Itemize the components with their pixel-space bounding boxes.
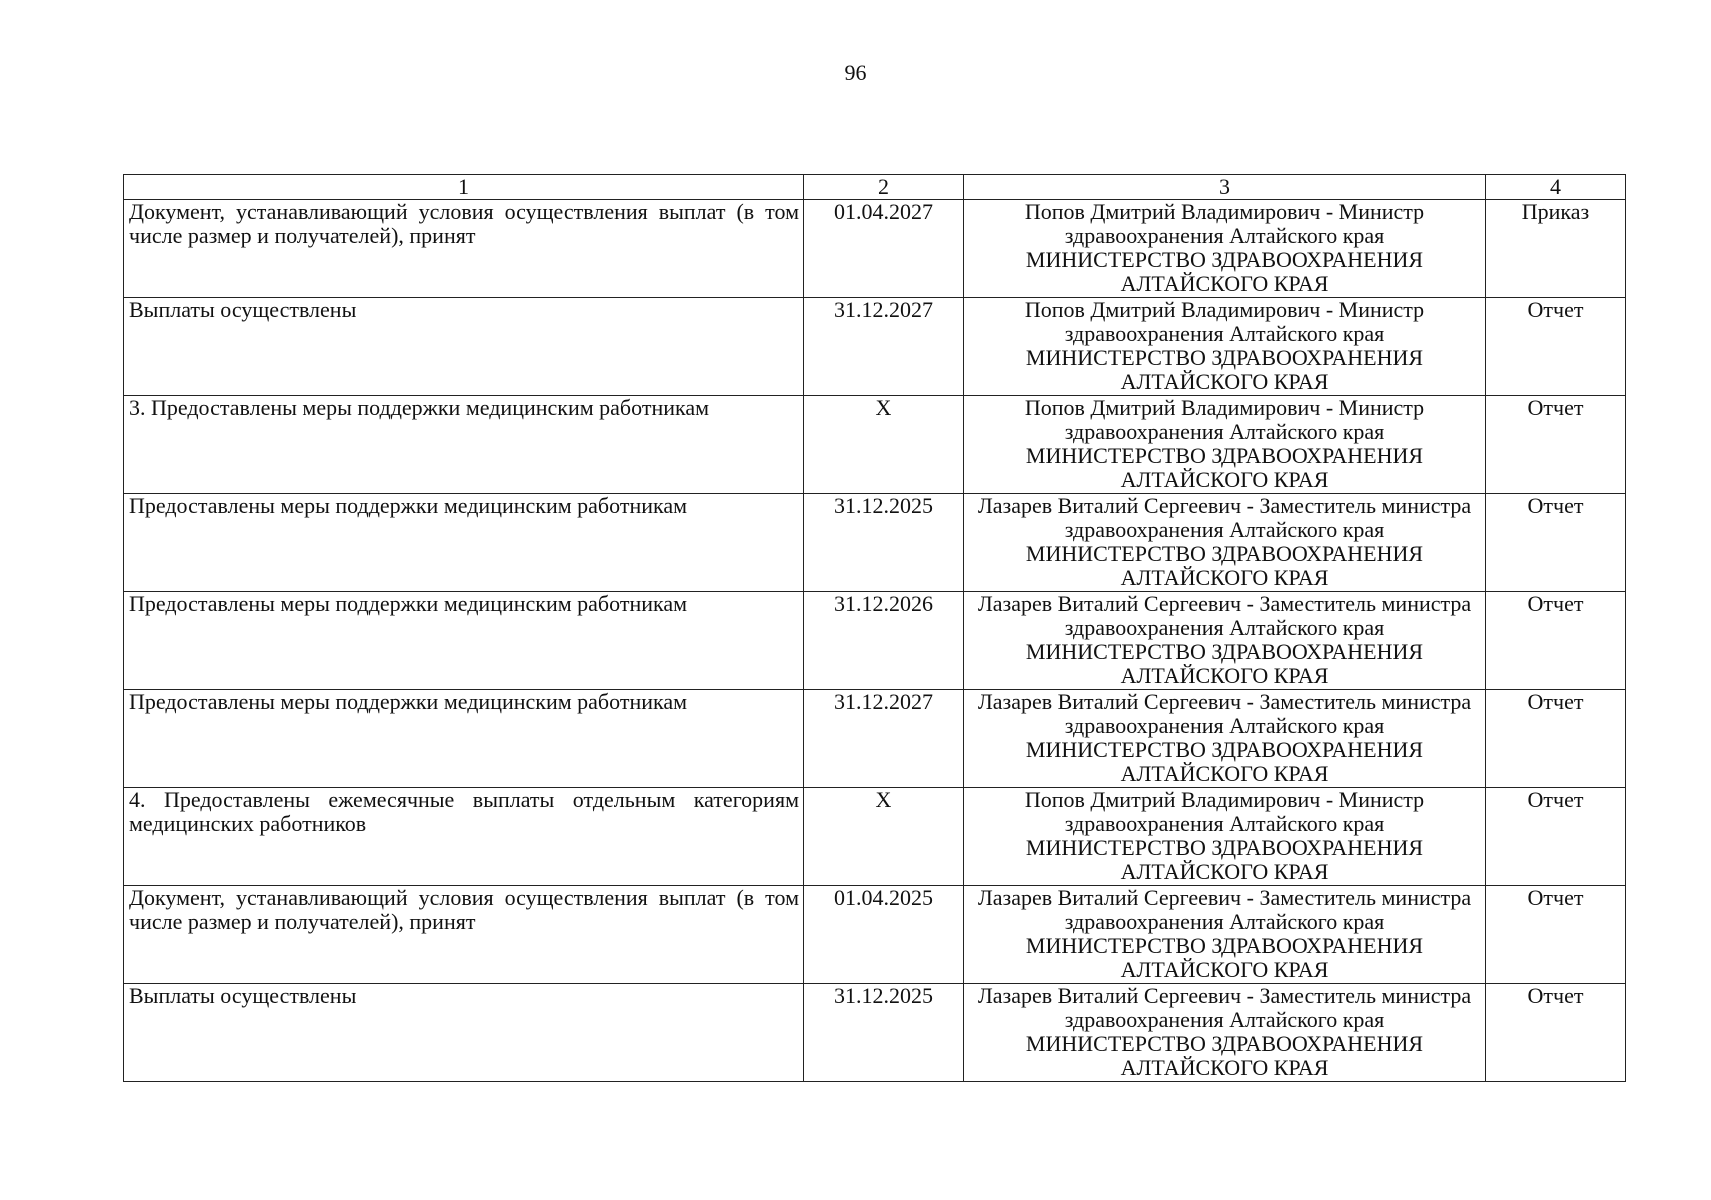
date-cell: 31.12.2026	[804, 592, 964, 690]
column-header-1: 1	[124, 175, 804, 200]
table-row	[124, 690, 1626, 788]
table-row	[124, 592, 1626, 690]
table-row	[124, 788, 1626, 886]
event-cell: Предоставлены меры поддержки медицинским работникам	[124, 592, 804, 690]
date-cell: 31.12.2025	[804, 494, 964, 592]
event-cell: 3. Предоставлены меры поддержки медицинским работникам	[124, 396, 804, 494]
date-cell: X	[804, 396, 964, 494]
table-header-row	[124, 175, 1626, 200]
date-cell: 31.12.2025	[804, 984, 964, 1082]
event-cell: Предоставлены меры поддержки медицинским работникам	[124, 494, 804, 592]
event-cell: Выплаты осуществлены	[124, 984, 804, 1082]
responsible-person: Лазарев Виталий Сергеевич - Заместитель министра здравоохранения Алтайского края	[977, 591, 1472, 640]
table-row	[124, 200, 1626, 298]
responsible-person: Попов Дмитрий Владимирович - Министр здравоохранения Алтайского края	[1024, 199, 1425, 248]
responsible-cell	[964, 396, 1486, 494]
responsible-person: Попов Дмитрий Владимирович - Министр здравоохранения Алтайского края	[1024, 395, 1425, 444]
events-table	[123, 174, 1626, 1082]
organization-name: МИНИСТЕРСТВО ЗДРАВООХРАНЕНИЯ АЛТАЙСКОГО КРАЯ	[1025, 247, 1424, 296]
table-row	[124, 494, 1626, 592]
document-type-cell: Отчет	[1486, 396, 1626, 494]
table-row	[124, 396, 1626, 494]
event-cell: 4. Предоставлены ежемесячные выплаты отдельным категориям медицинских работников	[124, 788, 804, 886]
date-cell: 31.12.2027	[804, 298, 964, 396]
event-cell: Документ, устанавливающий условия осуществления выплат (в том числе размер и получателей), принят	[124, 886, 804, 984]
responsible-cell	[964, 690, 1486, 788]
responsible-cell	[964, 494, 1486, 592]
responsible-person: Лазарев Виталий Сергеевич - Заместитель министра здравоохранения Алтайского края	[977, 493, 1472, 542]
date-cell: 01.04.2025	[804, 886, 964, 984]
responsible-person: Попов Дмитрий Владимирович - Министр здравоохранения Алтайского края	[1024, 297, 1425, 346]
document-type-cell: Приказ	[1486, 200, 1626, 298]
responsible-cell	[964, 298, 1486, 396]
date-cell: 31.12.2027	[804, 690, 964, 788]
responsible-cell	[964, 984, 1486, 1082]
organization-name: МИНИСТЕРСТВО ЗДРАВООХРАНЕНИЯ АЛТАЙСКОГО КРАЯ	[1025, 639, 1424, 688]
event-cell: Выплаты осуществлены	[124, 298, 804, 396]
responsible-cell	[964, 200, 1486, 298]
organization-name: МИНИСТЕРСТВО ЗДРАВООХРАНЕНИЯ АЛТАЙСКОГО КРАЯ	[1025, 443, 1424, 492]
organization-name: МИНИСТЕРСТВО ЗДРАВООХРАНЕНИЯ АЛТАЙСКОГО КРАЯ	[1025, 541, 1424, 590]
organization-name: МИНИСТЕРСТВО ЗДРАВООХРАНЕНИЯ АЛТАЙСКОГО КРАЯ	[1025, 737, 1424, 786]
organization-name: МИНИСТЕРСТВО ЗДРАВООХРАНЕНИЯ АЛТАЙСКОГО КРАЯ	[1025, 1031, 1424, 1080]
event-cell: Документ, устанавливающий условия осуществления выплат (в том числе размер и получателей), принят	[124, 200, 804, 298]
column-header-2: 2	[804, 175, 964, 200]
document-type-cell: Отчет	[1486, 886, 1626, 984]
date-cell: X	[804, 788, 964, 886]
document-type-cell: Отчет	[1486, 494, 1626, 592]
document-type-cell: Отчет	[1486, 984, 1626, 1082]
organization-name: МИНИСТЕРСТВО ЗДРАВООХРАНЕНИЯ АЛТАЙСКОГО КРАЯ	[1025, 933, 1424, 982]
responsible-cell	[964, 592, 1486, 690]
table-row	[124, 298, 1626, 396]
responsible-person: Лазарев Виталий Сергеевич - Заместитель министра здравоохранения Алтайского края	[977, 885, 1472, 934]
organization-name: МИНИСТЕРСТВО ЗДРАВООХРАНЕНИЯ АЛТАЙСКОГО КРАЯ	[1025, 835, 1424, 884]
document-type-cell: Отчет	[1486, 298, 1626, 396]
column-header-4: 4	[1486, 175, 1626, 200]
organization-name: МИНИСТЕРСТВО ЗДРАВООХРАНЕНИЯ АЛТАЙСКОГО КРАЯ	[1025, 345, 1424, 394]
date-cell: 01.04.2027	[804, 200, 964, 298]
responsible-cell	[964, 788, 1486, 886]
table-row	[124, 984, 1626, 1082]
document-type-cell: Отчет	[1486, 592, 1626, 690]
responsible-person: Лазарев Виталий Сергеевич - Заместитель министра здравоохранения Алтайского края	[977, 983, 1472, 1032]
responsible-cell	[964, 886, 1486, 984]
table-row	[124, 886, 1626, 984]
page-number: 96	[844, 60, 867, 85]
column-header-3: 3	[964, 175, 1486, 200]
document-type-cell: Отчет	[1486, 690, 1626, 788]
document-type-cell: Отчет	[1486, 788, 1626, 886]
responsible-person: Попов Дмитрий Владимирович - Министр здравоохранения Алтайского края	[1024, 787, 1425, 836]
responsible-person: Лазарев Виталий Сергеевич - Заместитель министра здравоохранения Алтайского края	[977, 689, 1472, 738]
event-cell: Предоставлены меры поддержки медицинским работникам	[124, 690, 804, 788]
